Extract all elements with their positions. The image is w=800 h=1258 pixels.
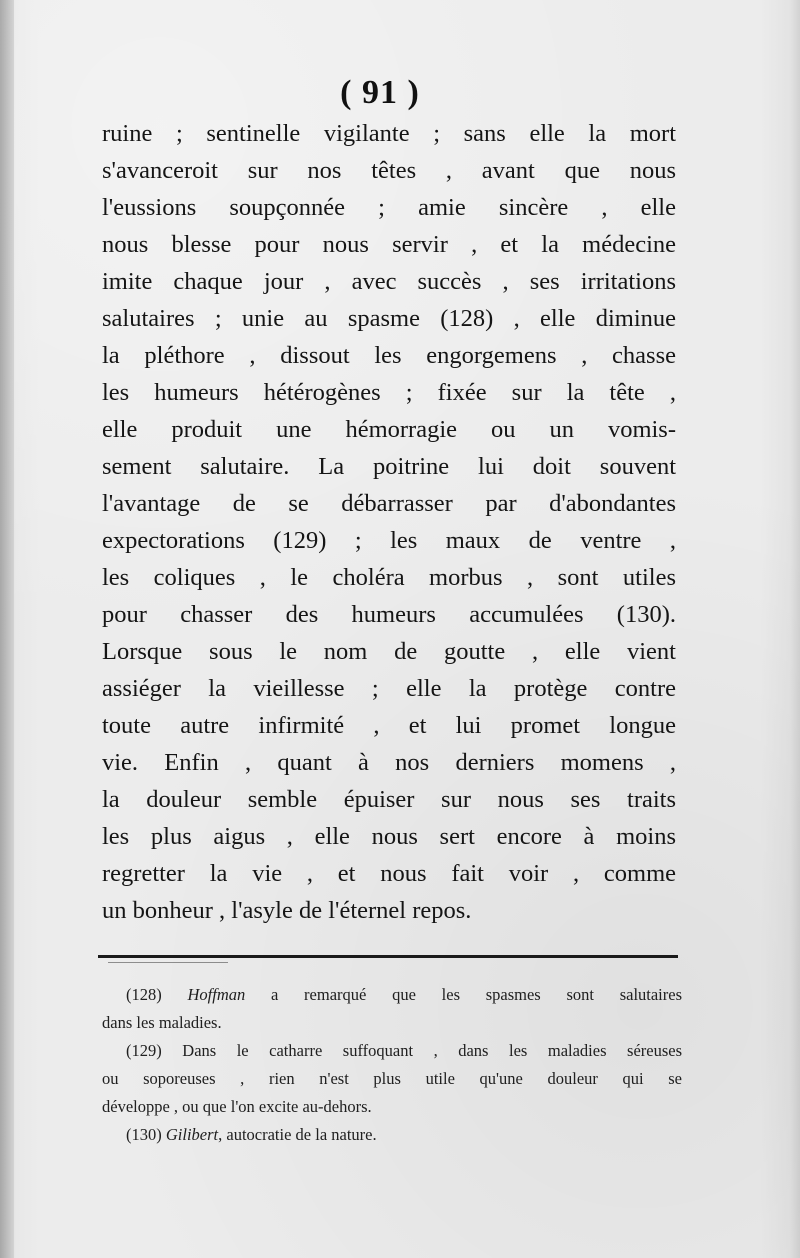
footnote-separator [98,955,678,958]
text-line: nous blesse pour nous servir , et la médecine [102,231,676,258]
text-line: regretter la vie , et nous fait voir , comme [102,860,676,887]
text-line: la pléthore , dissout les engorgemens , chasse [102,342,676,369]
footnote-130-line-1 [102,1121,526,1149]
footnote-number: (128) [126,985,162,1004]
footnote-author: Hoffman [187,985,246,1004]
footnote-number: (129) [126,1041,162,1060]
separator-shadow [108,962,228,963]
text-line: les plus aigus , elle nous sert encore à moins [102,823,676,850]
text-line: un bonheur , l'asyle de l'éternel repos. [102,897,472,924]
text-line: s'avanceroit sur nos têtes , avant que nous [102,157,676,184]
footnote-129-line-2: ou soporeuses , rien n'est plus utile qu'une douleur qui se [102,1069,682,1088]
text-line: sement salutaire. La poitrine lui doit souvent [102,453,676,480]
footnote-text: a remarqué que les spasmes sont salutaires [271,985,682,1004]
text-line: la douleur semble épuiser sur nous ses traits [102,786,676,813]
footnote-text: , autocratie de la nature. [218,1125,377,1144]
page-gutter-shadow [0,0,14,1258]
text-line: ruine ; sentinelle vigilante ; sans elle la mort [102,120,676,147]
text-line: Lorsque sous le nom de goutte , elle vient [102,638,676,665]
text-line: salutaires ; unie au spasme (128) , elle diminue [102,305,676,332]
text-line: l'eussions soupçonnée ; amie sincère , elle [102,194,676,221]
footnote-129-line-1 [102,1037,682,1065]
text-line: imite chaque jour , avec succès , ses irritations [102,268,676,295]
page-number: ( 91 ) [340,74,420,111]
text-line: les coliques , le choléra morbus , sont utiles [102,564,676,591]
footnote-author: Gilibert [165,1125,219,1144]
footnote-128-line-1 [102,981,682,1009]
footnote-129-line-3: développe , ou que l'on excite au-dehors. [102,1097,372,1116]
text-line: les humeurs hétérogènes ; fixée sur la tête , [102,379,676,406]
text-line: toute autre infirmité , et lui promet longue [102,712,676,739]
text-line: expectorations (129) ; les maux de ventre , [102,527,676,554]
text-line: assiéger la vieillesse ; elle la protège contre [102,675,676,702]
text-line: elle produit une hémorragie ou un vomis- [102,416,676,443]
text-line: pour chasser des humeurs accumulées (130). [102,601,676,628]
text-line: vie. Enfin , quant à nos derniers momens , [102,749,676,776]
text-line: l'avantage de se débarrasser par d'abondantes [102,490,676,517]
footnote-128-line-2: dans les maladies. [102,1013,222,1032]
footnote-number: (130) [126,1125,162,1144]
footnote-text: Dans le catharre suffoquant , dans les maladies séreuses [182,1041,682,1060]
footnotes-block [102,981,682,1149]
main-text-block [102,115,676,929]
